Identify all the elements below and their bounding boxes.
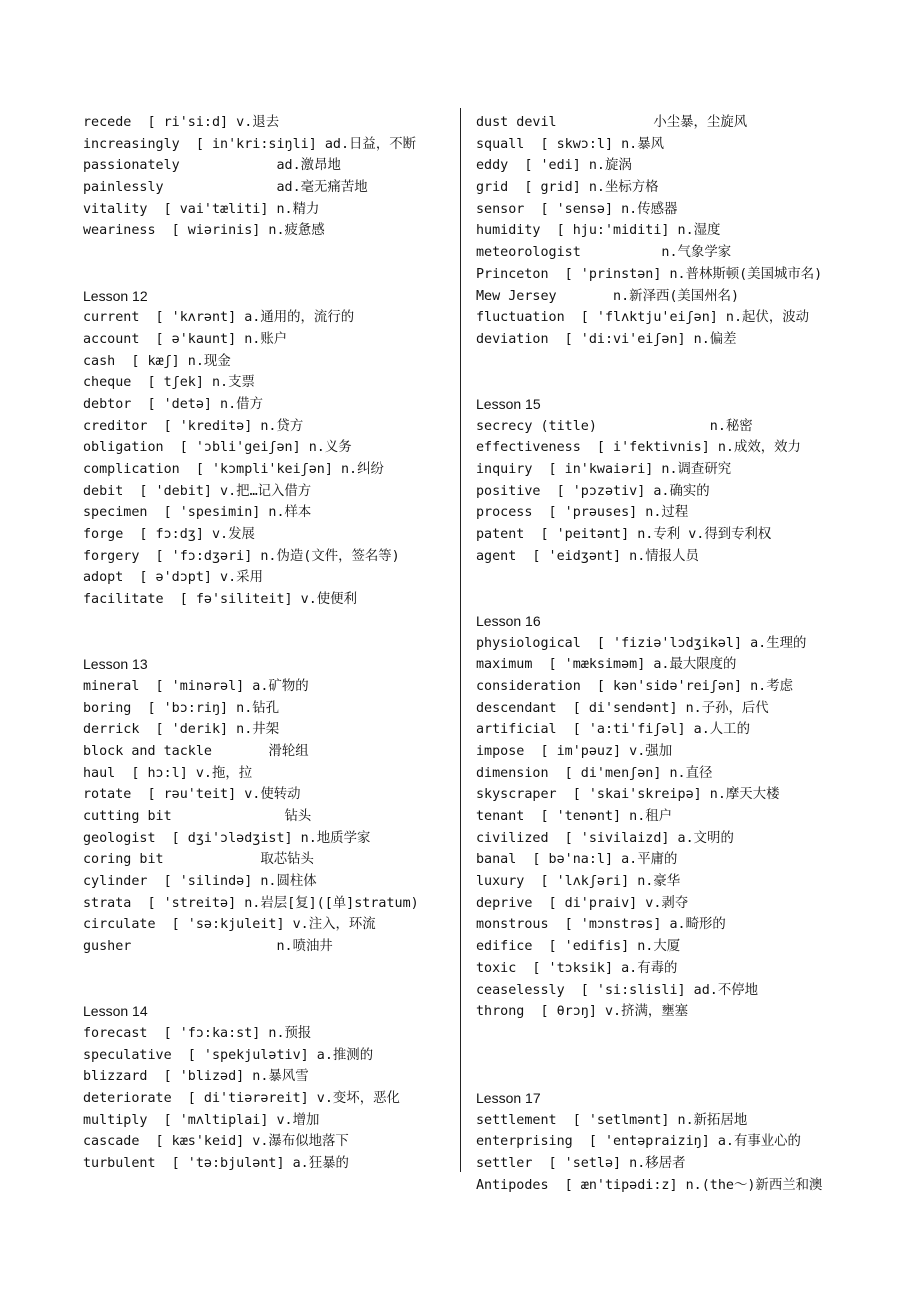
vocab-entry: edifice [ 'edifis] n.大厦 — [476, 939, 681, 955]
vocab-entry: meteorologist n.气象学家 — [476, 245, 732, 261]
vocab-entry: multiply [ 'mʌltiplai] v.增加 — [83, 1112, 320, 1128]
vocab-entry: agent [ 'eidʒənt] n.情报人员 — [476, 548, 699, 564]
vocab-entry: artificial [ 'a:ti'fiʃəl] a.人工的 — [476, 722, 750, 738]
lesson-heading: Lesson 15 — [476, 395, 541, 412]
vocab-entry: increasingly [ in'kri:siŋli] ad.日益，不断 — [83, 136, 416, 152]
vocab-entry: dust devil 小尘暴，尘旋风 — [476, 115, 748, 130]
vocab-entry: enterprising [ 'entəpraiziŋ] a.有事业心的 — [476, 1134, 801, 1150]
blank-line — [476, 1066, 896, 1088]
vocab-entry: positive [ 'pɔzətiv] a.确实的 — [476, 483, 710, 499]
vocab-entry: haul [ hɔ:l] v.拖，拉 — [83, 765, 253, 781]
vocab-entry: patent [ 'peitənt] n.专利 v.得到专利权 — [476, 527, 772, 543]
vocab-entry: deprive [ di'praiv] v.剥夺 — [476, 895, 689, 911]
vocab-entry: process [ 'prəuses] n.过程 — [476, 505, 689, 521]
vocab-entry: turbulent [ 'tə:bjulənt] a.狂暴的 — [83, 1156, 349, 1171]
blank-line — [476, 351, 896, 373]
lesson-heading: Lesson 16 — [476, 612, 541, 629]
vocab-entry: secrecy (title) n.秘密 — [476, 418, 753, 434]
vocab-entry: forge [ fɔ:dʒ] v.发展 — [83, 527, 255, 543]
vocab-entry: forgery [ 'fɔ:dʒəri] n.伪造(文件，签名等) — [83, 548, 400, 564]
vocab-entry: civilized [ 'sivilaizd] a.文明的 — [476, 830, 734, 846]
vocab-entry: rotate [ rəu'teit] v.使转动 — [83, 787, 301, 803]
lesson-heading: Lesson 17 — [476, 1089, 541, 1106]
vocab-entry: cascade [ kæs'keid] v.瀑布似地落下 — [83, 1134, 349, 1150]
vocab-entry: painlessly ad.毫无痛苦地 — [83, 180, 368, 196]
vocab-entry: cylinder [ 'silində] n.圆柱体 — [83, 874, 317, 890]
vocab-entry: strata [ 'streitə] n.岩层[复]([单]stratum) — [83, 895, 419, 911]
vocab-entry: block and tackle 滑轮组 — [83, 743, 309, 759]
vocab-entry: settler [ 'setlə] n.移居者 — [476, 1156, 686, 1171]
vocab-entry: skyscraper [ 'skai'skreipə] n.摩天大楼 — [476, 787, 780, 803]
vocab-entry: obligation [ 'ɔbli'geiʃən] n.义务 — [83, 440, 352, 456]
blank-line — [83, 242, 453, 264]
vocab-entry: deviation [ 'di:vi'eiʃən] n.偏差 — [476, 331, 737, 347]
vocab-entry: deteriorate [ di'tiərəreit] v.变坏，恶化 — [83, 1090, 400, 1106]
vocab-entry: eddy [ 'edi] n.旋涡 — [476, 158, 632, 174]
vocab-entry: geologist [ dʒi'ɔlədʒist] n.地质学家 — [83, 830, 371, 846]
vocab-entry: speculative [ 'spekjulətiv] a.推测的 — [83, 1047, 374, 1063]
vocab-entry: fluctuation [ 'flʌktju'eiʃən] n.起伏，波动 — [476, 310, 809, 326]
vocab-entry: facilitate [ fə'siliteit] v.使便利 — [83, 592, 357, 608]
vocab-entry: derrick [ 'derik] n.井架 — [83, 722, 280, 738]
vocab-entry: passionately ad.激昂地 — [83, 158, 341, 174]
blank-line — [476, 1045, 896, 1067]
vocab-entry: specimen [ 'spesimin] n.样本 — [83, 505, 312, 521]
vocab-entry: consideration [ kən'sidə'reiʃən] n.考虑 — [476, 678, 794, 694]
blank-line — [83, 264, 453, 286]
blank-line — [476, 372, 896, 394]
vocab-entry: physiological [ 'fiziə'lɔdʒikəl] a.生理的 — [476, 635, 807, 651]
vocab-entry: luxury [ 'lʌkʃəri] n.豪华 — [476, 874, 681, 890]
vocab-entry: weariness [ wiərinis] n.疲惫感 — [83, 223, 325, 239]
vocab-entry: monstrous [ 'mɔnstrəs] a.畸形的 — [476, 917, 726, 933]
vocab-entry: complication [ 'kɔmpli'keiʃən] n.纠纷 — [83, 462, 384, 477]
column-divider — [460, 108, 461, 1172]
vocab-entry: cheque [ tʃek] n.支票 — [83, 375, 255, 391]
vocab-entry: Princeton [ 'prinstən] n.普林斯顿(美国城市名) — [476, 266, 823, 282]
vocab-entry: gusher n.喷油井 — [83, 939, 333, 955]
lesson-heading: Lesson 14 — [83, 1003, 148, 1020]
vocab-entry: blizzard [ 'blizəd] n.暴风雪 — [83, 1069, 309, 1085]
vocab-entry: coring bit 取芯钻头 — [83, 852, 314, 868]
vocab-entry: debit [ 'debit] v.把…记入借方 — [83, 483, 312, 499]
vocab-entry: dimension [ di'menʃən] n.直径 — [476, 765, 713, 781]
vocab-entry: sensor [ 'sensə] n.传感器 — [476, 201, 678, 217]
blank-line — [476, 589, 896, 611]
vocab-entry: impose [ im'pəuz] v.强加 — [476, 743, 673, 759]
vocab-entry: Mew Jersey n.新泽西(美国州名) — [476, 288, 740, 304]
vocab-entry: toxic [ 'tɔksik] a.有毒的 — [476, 960, 678, 976]
vocab-entry: creditor [ 'kreditə] n.贷方 — [83, 418, 304, 434]
blank-line — [83, 980, 453, 1002]
vocab-entry: settlement [ 'setlmənt] n.新拓居地 — [476, 1112, 748, 1128]
vocab-entry: circulate [ 'sə:kjuleit] v.注入，环流 — [83, 917, 376, 933]
vocab-entry: banal [ bə'na:l] a.平庸的 — [476, 852, 678, 868]
vocab-entry: boring [ 'bɔ:riŋ] n.钻孔 — [83, 700, 280, 716]
vocab-entry: debtor [ 'detə] n.借方 — [83, 396, 263, 412]
left-column — [83, 112, 453, 1175]
vocab-entry: forecast [ 'fɔ:ka:st] n.预报 — [83, 1025, 312, 1041]
blank-line — [476, 567, 896, 589]
blank-line — [476, 1023, 896, 1045]
blank-line — [83, 958, 453, 980]
vocab-entry: grid [ grid] n.坐标方格 — [476, 180, 659, 196]
vocab-entry: account [ ə'kaunt] n.账户 — [83, 331, 288, 347]
lesson-heading: Lesson 12 — [83, 287, 148, 304]
blank-line — [83, 633, 453, 655]
vocab-entry: recede [ ri'si:d] v.退去 — [83, 115, 280, 130]
vocab-entry: maximum [ 'mæksiməm] a.最大限度的 — [476, 657, 737, 673]
lesson-heading: Lesson 13 — [83, 656, 148, 673]
vocab-entry: vitality [ vai'tæliti] n.精力 — [83, 201, 320, 217]
vocab-entry: descendant [ di'sendənt] n.子孙，后代 — [476, 700, 769, 716]
blank-line — [83, 611, 453, 633]
vocab-entry: current [ 'kʌrənt] a.通用的，流行的 — [83, 310, 355, 326]
vocab-entry: tenant [ 'tenənt] n.租户 — [476, 809, 673, 824]
vocab-entry: humidity [ hju:'miditi] n.湿度 — [476, 223, 721, 239]
vocab-entry: throng [ θrɔŋ] v.挤满，壅塞 — [476, 1004, 689, 1020]
vocab-entry: inquiry [ in'kwaiəri] n.调查研究 — [476, 462, 732, 477]
vocab-entry: effectiveness [ i'fektivnis] n.成效，效力 — [476, 440, 801, 456]
vocab-entry: cash [ kæʃ] n.现金 — [83, 353, 231, 369]
vocab-entry: ceaselessly [ 'si:slisli] ad.不停地 — [476, 982, 759, 998]
right-column — [476, 112, 896, 1196]
vocab-entry: cutting bit 钻头 — [83, 809, 312, 824]
vocab-entry: mineral [ 'minərəl] a.矿物的 — [83, 678, 309, 694]
vocab-entry: adopt [ ə'dɔpt] v.采用 — [83, 570, 263, 586]
vocab-entry: Antipodes [ æn'tipədi:z] n.(the～)新西兰和澳 — [476, 1177, 823, 1193]
vocab-entry: squall [ skwɔ:l] n.暴风 — [476, 136, 665, 152]
